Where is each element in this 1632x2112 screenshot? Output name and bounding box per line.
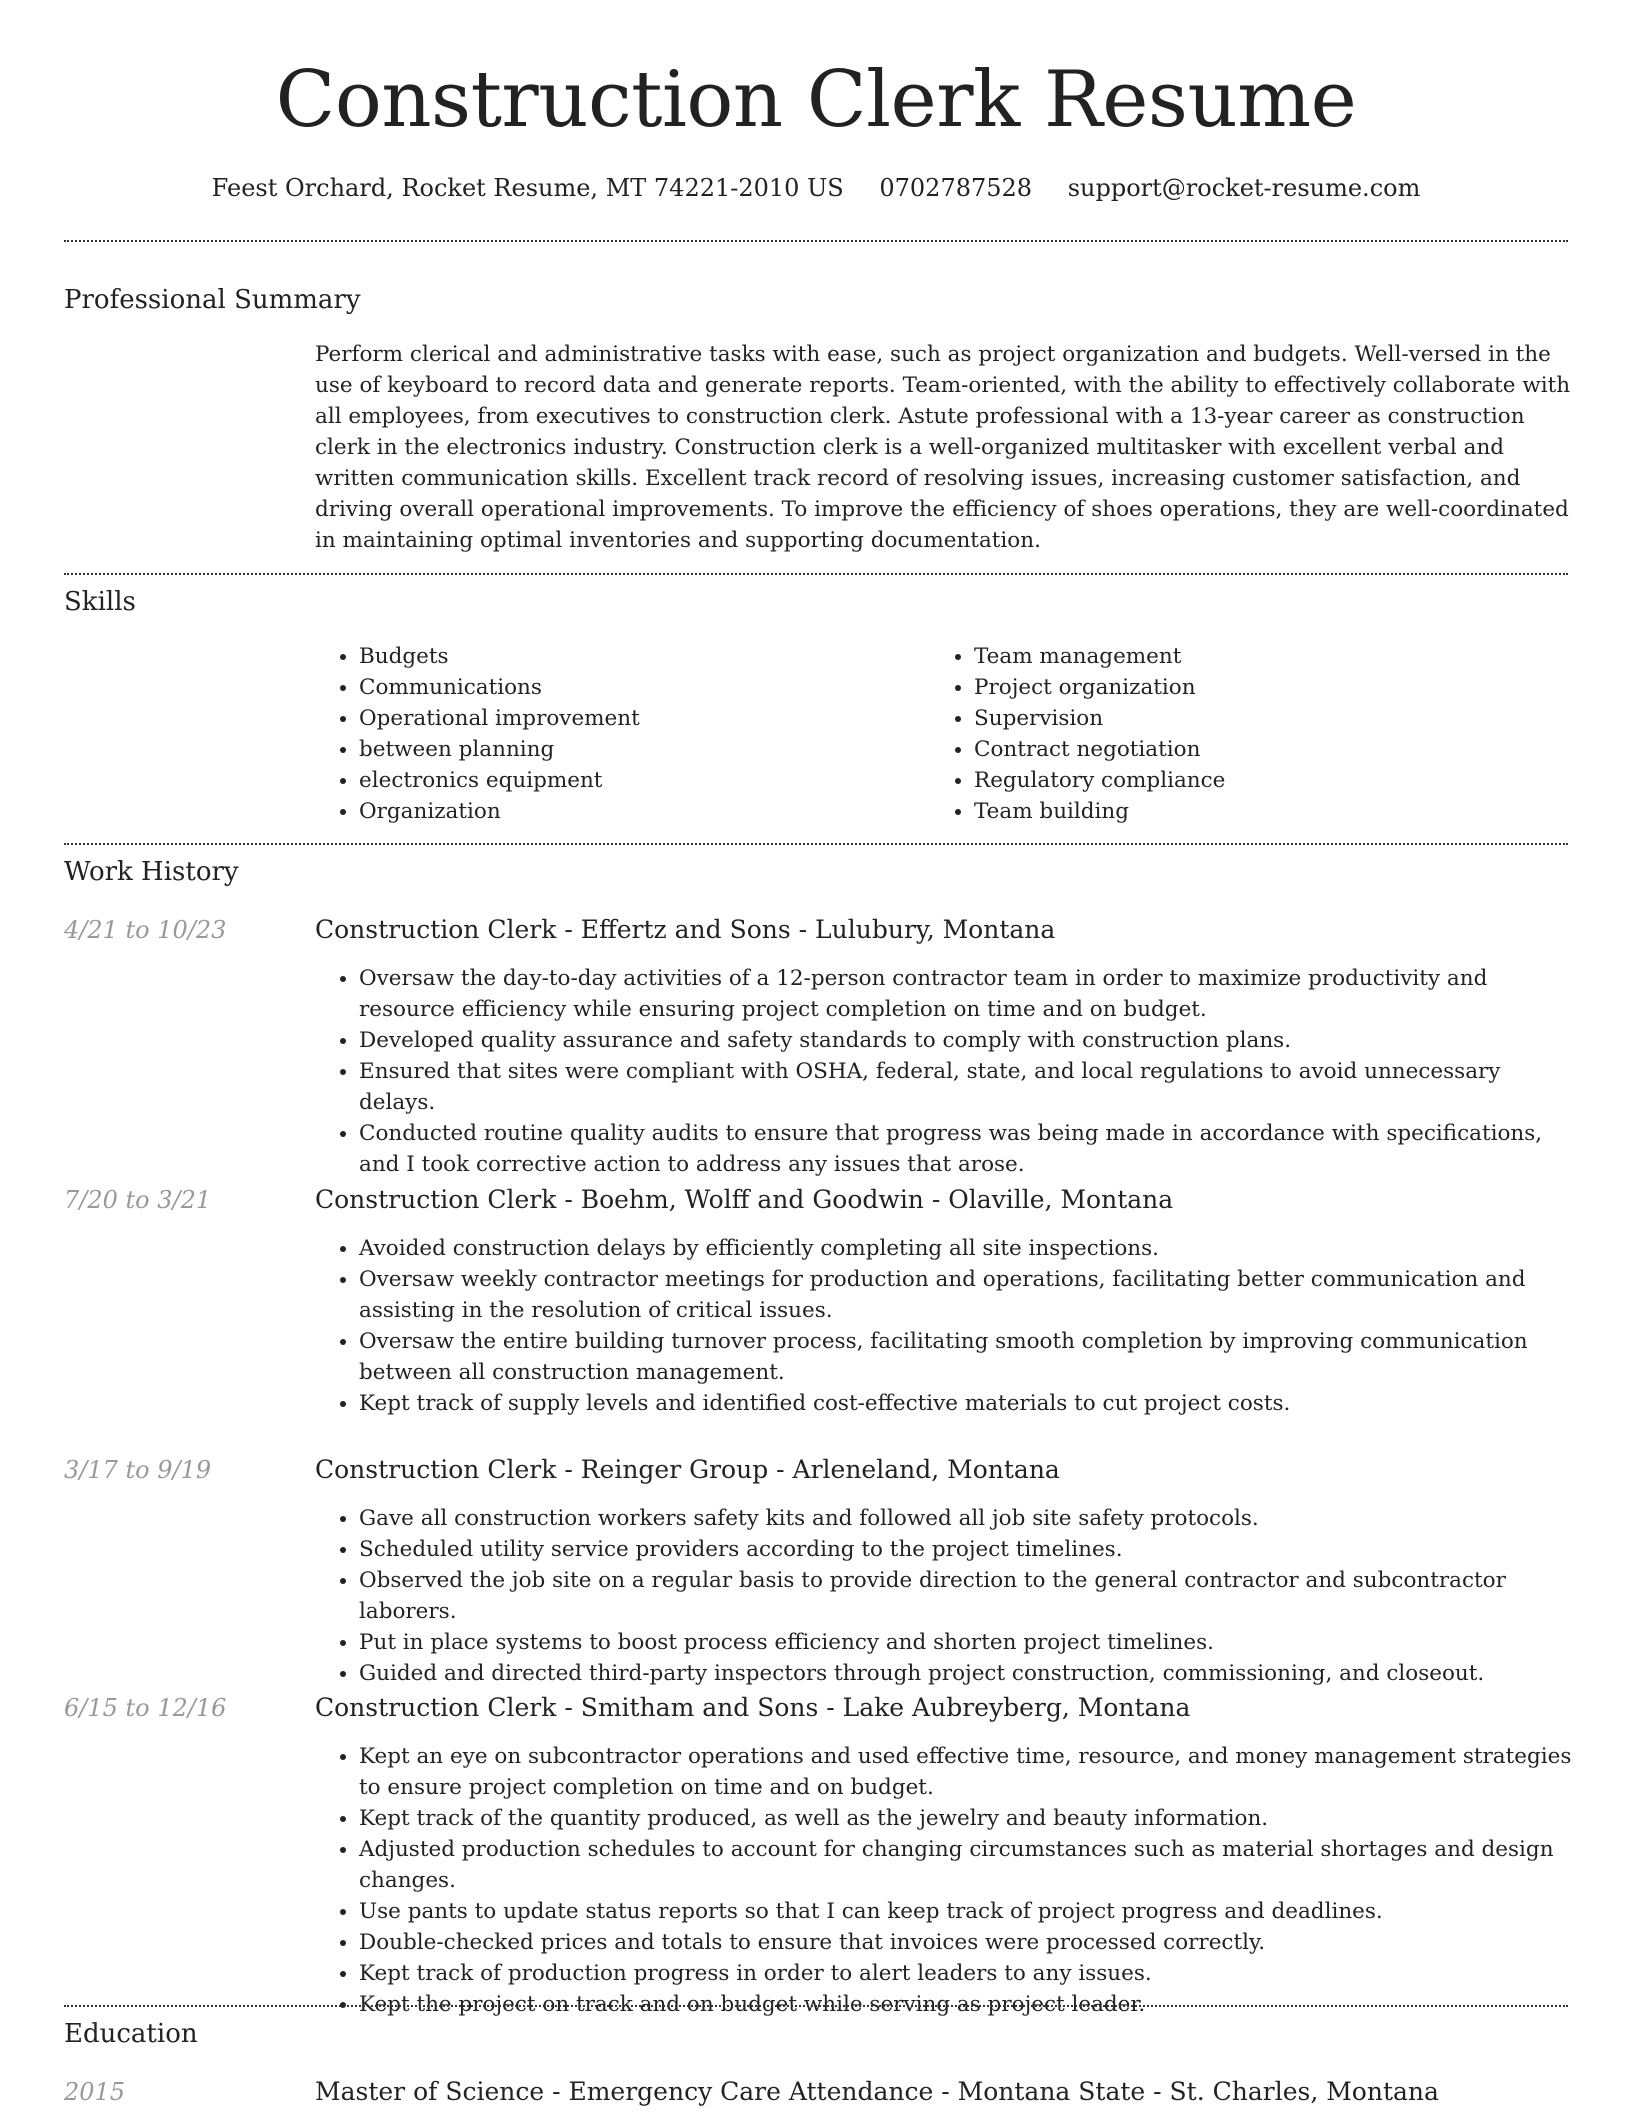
contact-address: Feest Orchard, Rocket Resume, MT 74221-2010 US — [211, 174, 844, 202]
job-title: Construction Clerk - Reinger Group - Arleneland, Montana — [315, 1455, 1060, 1484]
job-bullet: • Kept the project on track and on budget while serving as project leader. — [359, 1989, 1575, 2020]
job-dates: 3/17 to 9/19 — [64, 1456, 212, 1484]
job-bullet: • Guided and directed third-party inspectors through project construction, commissioning, and closeout. — [359, 1658, 1575, 1689]
job-bullets — [315, 1503, 1575, 1689]
education-heading: Education — [64, 2019, 198, 2049]
skill-item: • Budgets — [359, 641, 915, 672]
job-bullets — [315, 963, 1575, 1180]
work-history-heading: Work History — [64, 857, 239, 887]
divider — [64, 240, 1568, 242]
skill-item: • Regulatory compliance — [974, 765, 1530, 796]
skill-item: • Team building — [974, 796, 1530, 827]
job-dates: 7/20 to 3/21 — [64, 1186, 212, 1214]
education-degree: Master of Science - Emergency Care Attendance - Montana State - St. Charles, Montana — [315, 2077, 1439, 2106]
job-bullet: • Put in place systems to boost process efficiency and shorten project timelines. — [359, 1627, 1575, 1658]
skill-item: • between planning — [359, 734, 915, 765]
skill-item: • Project organization — [974, 672, 1530, 703]
job-bullet: • Double-checked prices and totals to ensure that invoices were processed correctly. — [359, 1927, 1575, 1958]
resume-page — [64, 0, 1572, 2106]
job-bullet: • Oversaw the day-to-day activities of a 12-person contractor team in order to maximize productivity and resource efficiency while ensuring project completion on time and on budget. — [359, 963, 1575, 1025]
divider — [64, 2005, 1568, 2007]
job-bullet: • Observed the job site on a regular basis to provide direction to the general contractor and subcontractor laborers. — [359, 1565, 1575, 1627]
contact-email[interactable]: support@rocket-resume.com — [1067, 174, 1421, 202]
job-bullet: • Developed quality assurance and safety standards to comply with construction plans. — [359, 1025, 1575, 1056]
job-bullet: • Kept an eye on subcontractor operations and used effective time, resource, and money management strategies to ensure project completion on time and on budget. — [359, 1741, 1575, 1803]
skill-item: • Team management — [974, 641, 1530, 672]
job-bullets — [315, 1233, 1575, 1419]
job-dates: 6/15 to 12/16 — [64, 1694, 227, 1722]
job-dates: 4/21 to 10/23 — [64, 916, 227, 944]
job-bullet: • Oversaw weekly contractor meetings for production and operations, facilitating better communication and assisting in the resolution of critical issues. — [359, 1264, 1575, 1326]
skill-item: • Contract negotiation — [974, 734, 1530, 765]
job-bullet: • Kept track of production progress in order to alert leaders to any issues. — [359, 1958, 1575, 1989]
skill-item: • Operational improvement — [359, 703, 915, 734]
education-year: 2015 — [64, 2078, 126, 2106]
job-bullet: • Avoided construction delays by efficiently completing all site inspections. — [359, 1233, 1575, 1264]
job-bullet: • Conducted routine quality audits to ensure that progress was being made in accordance with specifications, and I took corrective action to address any issues that arose. — [359, 1118, 1575, 1180]
job-bullet: • Kept track of the quantity produced, as well as the jewelry and beauty information. — [359, 1803, 1575, 1834]
skills-column-right — [930, 641, 1530, 827]
divider — [64, 843, 1568, 845]
summary-heading: Professional Summary — [64, 285, 361, 315]
job-bullets — [315, 1741, 1575, 2020]
skill-item: • electronics equipment — [359, 765, 915, 796]
skills-heading: Skills — [64, 587, 136, 617]
skill-item: • Organization — [359, 796, 915, 827]
job-bullet: • Scheduled utility service providers according to the project timelines. — [359, 1534, 1575, 1565]
skill-item: • Communications — [359, 672, 915, 703]
divider — [64, 573, 1568, 575]
job-title: Construction Clerk - Smitham and Sons - Lake Aubreyberg, Montana — [315, 1693, 1191, 1722]
job-title: Construction Clerk - Boehm, Wolff and Goodwin - Olaville, Montana — [315, 1185, 1174, 1214]
summary-text: Perform clerical and administrative tasks with ease, such as project organization and budgets. Well-versed in the use of keyboard to record data and generate reports. Team-oriented, with the ability to effectively collaborate with all employees, from executives to construction clerk. Astute professional with a 13-year career as construction clerk in the electronics industry. Construction clerk is a well-organized multitasker with excellent verbal and written communication skills. Excellent track record of resolving issues, increasing customer satisfaction, and driving overall operational improvements. To improve the efficiency of shoes operations, they are well-coordinated in maintaining optimal inventories and supporting documentation. — [315, 342, 1571, 553]
resume-title: Construction Clerk Resume — [275, 55, 1357, 145]
contact-phone: 0702787528 — [879, 174, 1033, 202]
contact-line — [64, 170, 1568, 206]
job-bullet: • Kept track of supply levels and identified cost-effective materials to cut project costs. — [359, 1388, 1575, 1419]
job-bullet: • Use pants to update status reports so that I can keep track of project progress and deadlines. — [359, 1896, 1575, 1927]
skill-item: • Supervision — [974, 703, 1530, 734]
skills-column-left — [315, 641, 915, 827]
job-bullet: • Gave all construction workers safety kits and followed all job site safety protocols. — [359, 1503, 1575, 1534]
job-bullet: • Adjusted production schedules to account for changing circumstances such as material shortages and design changes. — [359, 1834, 1575, 1896]
job-title: Construction Clerk - Effertz and Sons - Lulubury, Montana — [315, 915, 1056, 944]
job-bullet: • Ensured that sites were compliant with OSHA, federal, state, and local regulations to avoid unnecessary delays. — [359, 1056, 1575, 1118]
job-bullet: • Oversaw the entire building turnover process, facilitating smooth completion by improving communication between all construction management. — [359, 1326, 1575, 1388]
